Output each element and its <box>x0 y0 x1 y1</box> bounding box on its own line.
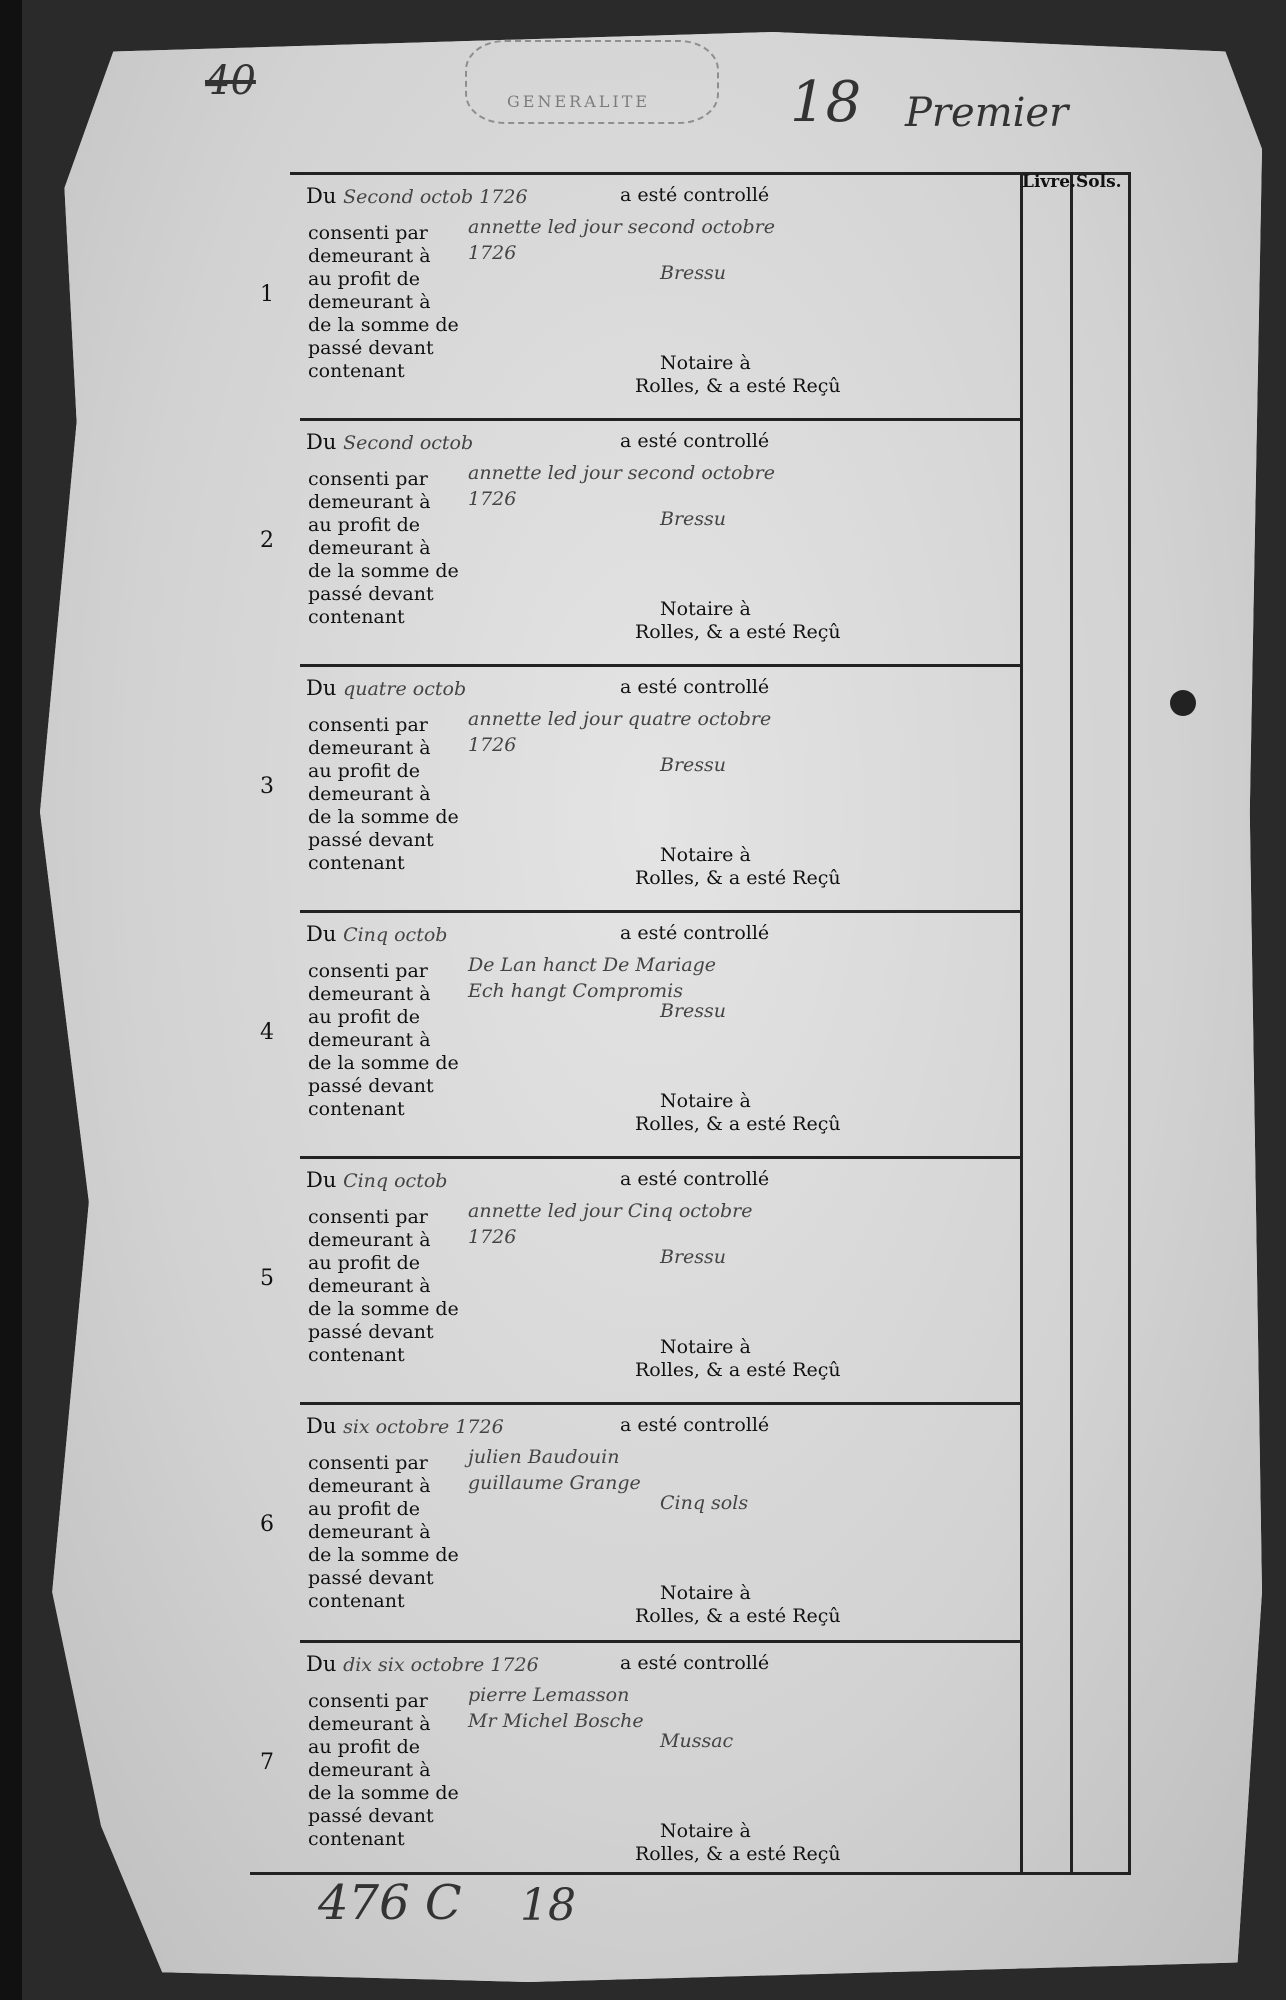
entry-1 <box>230 172 1020 416</box>
entry-separator <box>300 1156 1020 1159</box>
entry-rolles: Rolles, & a esté Reçû <box>635 1359 841 1381</box>
entry-separator <box>300 172 1020 175</box>
entry-rolles: Rolles, & a esté Reçû <box>635 375 841 397</box>
entry-controlle: a esté controllé <box>620 430 770 452</box>
top-number: 40 <box>205 58 256 104</box>
entry-number: 1 <box>260 282 274 307</box>
entry-du: Du dix six octobre 1726 <box>306 1652 539 1676</box>
entry-notaire: Notaire à <box>660 1336 751 1358</box>
entry-handwriting-1: annette led jour quatre octobre <box>468 708 772 730</box>
entry-4 <box>230 910 1020 1154</box>
entry-separator <box>300 910 1020 913</box>
col-rule-1 <box>1020 172 1023 1875</box>
bottom-left-number: 476 C <box>318 1875 462 1931</box>
entry-handwriting-3: Cinq sols <box>660 1492 749 1514</box>
entry-handwriting-1: annette led jour Cinq octobre <box>468 1200 753 1222</box>
entry-labels: consenti par demeurant à au profit de demeurant à de la somme de passé devant contenant <box>308 714 459 874</box>
col-rule-3 <box>1128 172 1131 1875</box>
entry-number: 2 <box>260 528 274 553</box>
entry-number: 3 <box>260 774 274 799</box>
entry-rolles: Rolles, & a esté Reçû <box>635 1605 841 1627</box>
top-right-word: Premier <box>905 90 1069 136</box>
entry-du: Du Cinq octob <box>306 922 448 946</box>
left-edge-strip <box>0 0 22 2000</box>
top-right-number: 18 <box>790 70 862 135</box>
entry-handwriting-1: pierre Lemasson <box>468 1684 630 1706</box>
col-livre: Livre. <box>1022 172 1076 192</box>
entry-number: 4 <box>260 1020 274 1045</box>
entry-controlle: a esté controllé <box>620 676 770 698</box>
entry-handwriting-1: julien Baudouin <box>468 1446 620 1468</box>
entry-handwriting-1: De Lan hanct De Mariage <box>468 954 717 976</box>
entry-notaire: Notaire à <box>660 1090 751 1112</box>
entry-notaire: Notaire à <box>660 352 751 374</box>
entry-handwriting-2: 1726 <box>468 734 517 756</box>
entry-handwriting-3: Bressu <box>660 1246 727 1268</box>
entry-number: 7 <box>260 1750 274 1775</box>
entry-5 <box>230 1156 1020 1400</box>
entry-du: Du Second octob 1726 <box>306 184 528 208</box>
entry-7 <box>230 1640 1020 1884</box>
entry-handwriting-2: 1726 <box>468 488 517 510</box>
entry-number: 5 <box>260 1266 274 1291</box>
entry-labels: consenti par demeurant à au profit de demeurant à de la somme de passé devant contenant <box>308 1206 459 1366</box>
entry-labels: consenti par demeurant à au profit de demeurant à de la somme de passé devant contenant <box>308 1452 459 1612</box>
entry-6 <box>230 1402 1020 1646</box>
entry-du: Du quatre octob <box>306 676 467 700</box>
entry-handwriting-3: Bressu <box>660 262 727 284</box>
entry-number: 6 <box>260 1512 274 1537</box>
entry-handwriting-3: Bressu <box>660 754 727 776</box>
entry-du: Du six octobre 1726 <box>306 1414 504 1438</box>
entry-notaire: Notaire à <box>660 844 751 866</box>
entry-notaire: Notaire à <box>660 598 751 620</box>
entry-handwriting-3: Bressu <box>660 508 727 530</box>
entry-handwriting-2: Mr Michel Bosche <box>468 1710 644 1732</box>
entry-handwriting-2: 1726 <box>468 242 517 264</box>
entry-notaire: Notaire à <box>660 1820 751 1842</box>
entry-handwriting-2: guillaume Grange <box>468 1472 641 1494</box>
entry-handwriting-3: Bressu <box>660 1000 727 1022</box>
entry-separator <box>300 1640 1020 1643</box>
entry-separator <box>300 418 1020 421</box>
entry-rolles: Rolles, & a esté Reçû <box>635 1113 841 1135</box>
entry-labels: consenti par demeurant à au profit de demeurant à de la somme de passé devant contenant <box>308 468 459 628</box>
entry-handwriting-3: Mussac <box>660 1730 734 1752</box>
entry-labels: consenti par demeurant à au profit de demeurant à de la somme de passé devant contenant <box>308 222 459 382</box>
entry-rolles: Rolles, & a esté Reçû <box>635 867 841 889</box>
entry-handwriting-2: Ech hangt Compromis <box>468 980 683 1002</box>
entry-controlle: a esté controllé <box>620 922 770 944</box>
entry-controlle: a esté controllé <box>620 1414 770 1436</box>
entry-separator <box>300 664 1020 667</box>
entry-separator <box>300 1402 1020 1405</box>
stamp-seal <box>465 40 719 124</box>
entry-labels: consenti par demeurant à au profit de demeurant à de la somme de passé devant contenant <box>308 1690 459 1850</box>
entry-labels: consenti par demeurant à au profit de demeurant à de la somme de passé devant contenant <box>308 960 459 1120</box>
col-rule-2 <box>1070 172 1073 1875</box>
ink-spot <box>1170 690 1196 716</box>
entry-rolles: Rolles, & a esté Reçû <box>635 1843 841 1865</box>
entry-handwriting-1: annette led jour second octobre <box>468 462 775 484</box>
entry-2 <box>230 418 1020 662</box>
entry-rolles: Rolles, & a esté Reçû <box>635 621 841 643</box>
bottom-mid-number: 18 <box>520 1880 576 1931</box>
col-sols: Sols. <box>1076 172 1122 192</box>
entry-handwriting-1: annette led jour second octobre <box>468 216 775 238</box>
entry-notaire: Notaire à <box>660 1582 751 1604</box>
entry-controlle: a esté controllé <box>620 1168 770 1190</box>
entry-du: Du Second octob <box>306 430 474 454</box>
entry-du: Du Cinq octob <box>306 1168 448 1192</box>
entry-controlle: a esté controllé <box>620 184 770 206</box>
entry-controlle: a esté controllé <box>620 1652 770 1674</box>
stamp-text: GENERALITE <box>507 92 651 111</box>
entry-handwriting-2: 1726 <box>468 1226 517 1248</box>
entry-3 <box>230 664 1020 908</box>
